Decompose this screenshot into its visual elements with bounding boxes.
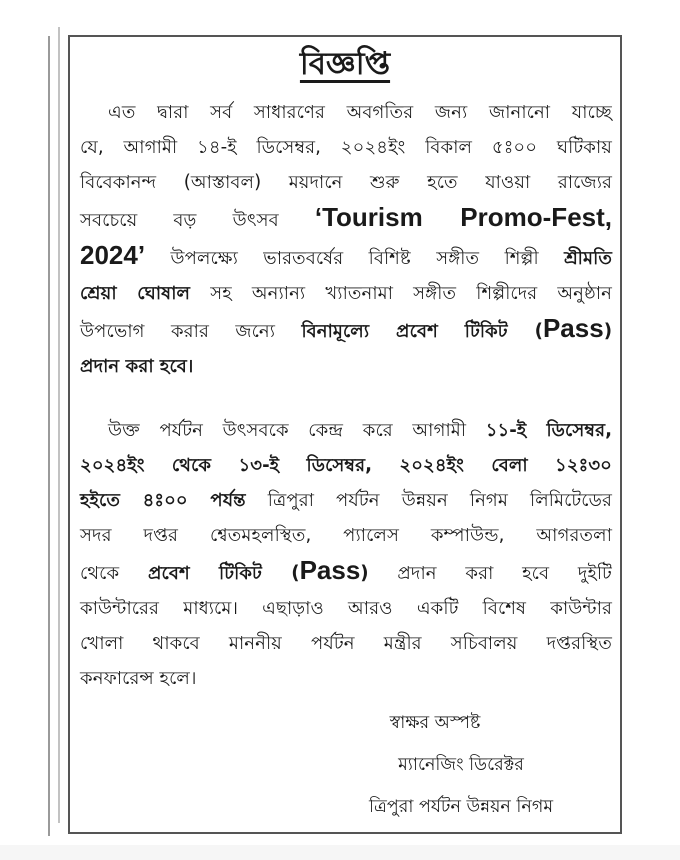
p1-line-5 bbox=[80, 238, 612, 276]
text-run: প্রদান করা হবে। bbox=[80, 356, 194, 377]
p2-line-1 bbox=[80, 413, 612, 448]
text-run: থেকে bbox=[80, 563, 148, 584]
notice-title bbox=[70, 41, 620, 87]
entry-ticket: প্রবেশ টিকিট ( bbox=[147, 563, 300, 584]
text-run: বিবেকানন্দ (আস্তাবল) ময়দানে শুরু হতে যাওয়া রাজ্যের bbox=[80, 172, 612, 193]
p1-line-6 bbox=[80, 276, 612, 311]
p2-line-4 bbox=[80, 518, 612, 553]
p1-line-4 bbox=[80, 200, 612, 238]
text-run: কাউন্টারের মাধ্যমে। এছাড়াও আরও একটি বিশেষ কাউন্টার bbox=[80, 598, 612, 619]
text-run: সহ অন্যান্য খ্যাতনামা সঙ্গীত শিল্পীদের অনুষ্ঠান bbox=[190, 283, 612, 304]
notice-title-text: বিজ্ঞপ্তি bbox=[299, 46, 391, 82]
p2-line-8 bbox=[80, 661, 612, 696]
paragraph-1 bbox=[80, 95, 612, 384]
text-run: উপলক্ষ্যে ভারতবর্ষের বিশিষ্ট সঙ্গীত শিল্পী bbox=[145, 248, 565, 269]
free-entry-ticket: বিনামূল্যে প্রবেশ টিকিট ( bbox=[301, 321, 543, 342]
pass-label: Pass bbox=[542, 313, 604, 343]
p1-line-2 bbox=[80, 130, 612, 165]
p2-line-3 bbox=[80, 483, 612, 518]
text-run: ) bbox=[603, 321, 612, 342]
text-run: উক্ত পর্যটন উৎসবকে কেন্দ্র করে আগামী bbox=[108, 420, 486, 441]
text-run: খোলা থাকবে মাননীয় পর্যটন মন্ত্রীর সচিবালয় দপ্তরস্থিত bbox=[80, 633, 612, 654]
p2-line-2 bbox=[80, 448, 612, 483]
text-run: ত্রিপুরা পর্যটন উন্নয়ন নিগম লিমিটেডের bbox=[245, 490, 612, 511]
paragraph-2 bbox=[80, 413, 612, 696]
event-name: ‘Tourism Promo-Fest, bbox=[314, 202, 612, 232]
text-run: যে, আগামী ১৪-ই ডিসেম্বর, ২০২৪ইং বিকাল ৫ঃ০০ ঘটিকায় bbox=[80, 137, 612, 158]
signatory-organization: ত্রিপুরা পর্যটন উন্নয়ন নিগম bbox=[368, 797, 554, 817]
text-run: ) bbox=[360, 563, 369, 584]
text-run: কনফারেন্স হলে। bbox=[80, 668, 197, 689]
p2-line-6 bbox=[80, 591, 612, 626]
margin-rule-inner bbox=[58, 27, 60, 823]
pass-label: Pass bbox=[299, 555, 361, 585]
singer-name: শ্রেয়া ঘোষাল bbox=[80, 283, 191, 304]
p1-line-1 bbox=[80, 95, 612, 130]
p1-line-7 bbox=[80, 311, 612, 349]
text-run: উপভোগ করার জন্যে bbox=[80, 321, 302, 342]
text-run: সদর দপ্তর শ্বেতমহলস্থিত, প্যালেস কম্পাউন্ড, আগরতলা bbox=[80, 525, 612, 546]
p1-line-8 bbox=[80, 349, 612, 384]
p2-line-5 bbox=[80, 553, 612, 591]
p2-line-7 bbox=[80, 626, 612, 661]
start-date: ১১-ই ডিসেম্বর, bbox=[485, 420, 612, 441]
margin-rule-outer bbox=[48, 36, 50, 836]
text-run: প্রদান করা হবে দুইটি bbox=[368, 563, 612, 584]
time-range: হইতে ৪ঃ০০ পর্যন্ত bbox=[80, 490, 246, 511]
page-bottom-band bbox=[0, 845, 680, 860]
event-year: 2024’ bbox=[80, 240, 146, 270]
p1-line-3 bbox=[80, 165, 612, 200]
text-run: সবচেয়ে বড় উৎসব bbox=[80, 210, 315, 231]
date-range: ২০২৪ইং থেকে ১৩-ই ডিসেম্বর, ২০২৪ইং বেলা ১২ঃ৩০ bbox=[80, 455, 612, 476]
singer-honorific: শ্রীমতি bbox=[564, 248, 612, 269]
text-run: এত দ্বারা সর্ব সাধারণের অবগতির জন্য জানানো যাচ্ছে bbox=[108, 102, 612, 123]
signatory-designation: ম্যানেজিং ডিরেক্টর bbox=[398, 755, 524, 775]
notice-box bbox=[68, 35, 622, 834]
signature-line: স্বাক্ষর অস্পষ্ট bbox=[389, 713, 481, 733]
